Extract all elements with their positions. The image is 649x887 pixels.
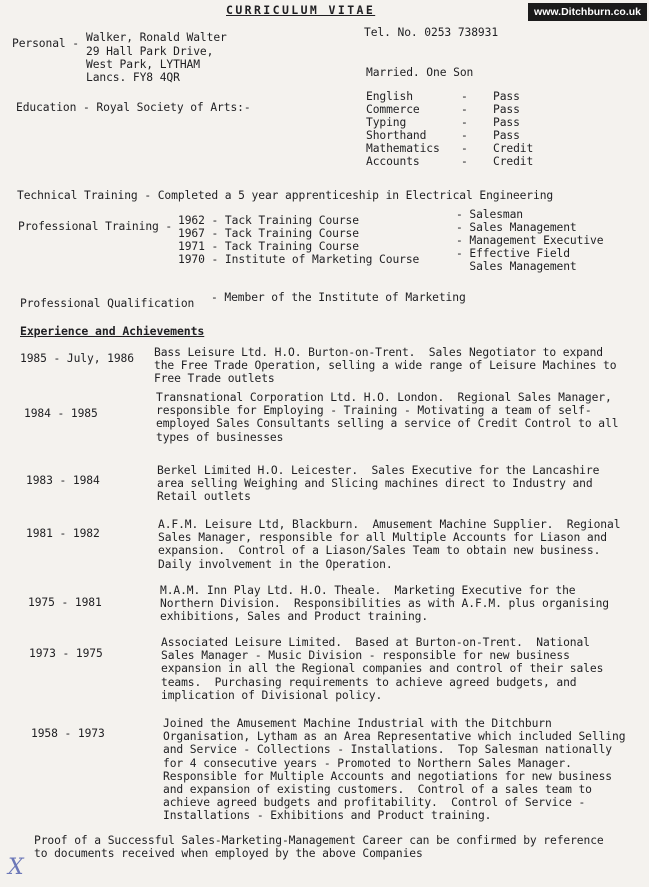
topic-item: - Management Executive [456, 234, 604, 247]
subject-row: English - Pass [366, 90, 520, 103]
course-row: 1962 - Tack Training Course [178, 214, 359, 227]
subject-row: Mathematics - Credit [366, 142, 534, 155]
experience-period: 1983 - 1984 [26, 474, 100, 487]
experience-description: Joined the Amusement Machine Industrial with the Ditchburn Organisation, Lytham as an Area Representative which included Selling and Service - Collections - Installations. Top Salesman nationally for 4 consecutive years - Promoted to Northern Sales Manager. Responsible for Multiple Accounts and negotiations for new business and expansion of existing customers. Control of a sales team to achieve agreed budgets and profitability. Control of Service - Installations - Exhibitions and Product training. [163, 717, 626, 823]
subject-row: Commerce - Pass [366, 103, 520, 116]
topic-item: - Salesman [456, 208, 524, 221]
qualification-label: Professional Qualification [20, 297, 195, 310]
topic-item: - Sales Management [456, 221, 577, 234]
subject-grade: Pass [493, 90, 520, 103]
closing-statement: Proof of a Successful Sales-Marketing-Management Career can be confirmed by reference to documents received when employed by the above Companies [34, 834, 604, 861]
course-year: 1971 [178, 240, 205, 253]
education-label: Education - Royal Society of Arts:- [16, 101, 251, 114]
experience-description: Bass Leisure Ltd. H.O. Burton-on-Trent. Sales Negotiator to expand the Free Trade Operation, selling a wide range of Leisure Machines to Free Trade outlets [154, 346, 617, 386]
margin-x-mark: X [8, 855, 24, 880]
course-name: Tack Training Course [224, 227, 359, 240]
address-line: West Park, LYTHAM [86, 58, 200, 71]
training-courses [178, 214, 419, 266]
subject-grade: Pass [493, 103, 520, 116]
subject-name: Commerce [366, 103, 420, 116]
course-year: 1967 [178, 227, 205, 240]
topic-item: Sales Management [456, 260, 577, 273]
experience-period: 1984 - 1985 [24, 407, 98, 420]
education-subjects [366, 90, 533, 168]
experience-description: Associated Leisure Limited. Based at Burton-on-Trent. National Sales Manager - Music Division - responsible for new business expansion in all the Regional companies and control of their sales teams. Purchasing requirements to achieve agreed budgets, and implication of Divisional policy. [161, 636, 604, 702]
personal-label: Personal - [12, 37, 80, 50]
course-row: 1971 - Tack Training Course [178, 240, 359, 253]
subject-grade: Credit [493, 142, 534, 155]
subject-name: English [366, 90, 413, 103]
subject-name: Typing [366, 116, 407, 129]
course-name: Tack Training Course [224, 240, 359, 253]
subject-name: Accounts [366, 155, 420, 168]
experience-period: 1973 - 1975 [29, 647, 103, 660]
subject-name: Shorthand [366, 129, 427, 142]
experience-description: Transnational Corporation Ltd. H.O. London. Regional Sales Manager, responsible for Employing - Training - Motivating a team of self- employed Sales Consultants selling a service of Credit Control to all types of businesses [156, 391, 619, 444]
course-name: Institute of Marketing Course [224, 253, 420, 266]
course-year: 1962 [178, 214, 205, 227]
document-title: CURRICULUM VITAE [226, 3, 376, 17]
course-name: Tack Training Course [224, 214, 359, 227]
subject-row: Typing - Pass [366, 116, 520, 129]
experience-period: 1958 - 1973 [31, 727, 105, 740]
subject-row: Accounts - Credit [366, 155, 534, 168]
professional-training-label: Professional Training - [18, 220, 173, 233]
technical-training: Technical Training - Completed a 5 year apprenticeship in Electrical Engineering [17, 189, 554, 202]
telephone: Tel. No. 0253 738931 [364, 26, 499, 39]
experience-period: 1981 - 1982 [26, 527, 100, 540]
experience-description: A.F.M. Leisure Ltd, Blackburn. Amusement Machine Supplier. Regional Sales Manager, responsible for all Multiple Accounts for Liason and expansion. Control of a Liason/Sales Team to obtain new business. Daily involvement in the Operation. [158, 518, 621, 571]
experience-description: Berkel Limited H.O. Leicester. Sales Executive for the Lancashire area selling Weighing and Slicing machines direct to Industry and Retail outlets [157, 464, 600, 504]
address-line: 29 Hall Park Drive, [86, 45, 214, 58]
subject-grade: Pass [493, 116, 520, 129]
marital-status: Married. One Son [366, 66, 474, 79]
watermark-badge: www.Ditchburn.co.uk [528, 3, 647, 21]
training-topics [456, 208, 603, 273]
subject-grade: Credit [493, 155, 534, 168]
experience-heading: Experience and Achievements [20, 324, 205, 338]
address-line: Walker, Ronald Walter [86, 31, 227, 44]
course-row: 1970 - Institute of Marketing Course [178, 253, 420, 266]
experience-period: 1975 - 1981 [28, 596, 102, 609]
topic-item: - Effective Field [456, 247, 570, 260]
course-year: 1970 [178, 253, 205, 266]
qualification-value: - Member of the Institute of Marketing [211, 291, 466, 304]
subject-row: Shorthand - Pass [366, 129, 520, 142]
subject-name: Mathematics [366, 142, 440, 155]
address-line: Lancs. FY8 4QR [86, 71, 180, 84]
experience-period: 1985 - July, 1986 [20, 352, 134, 365]
subject-grade: Pass [493, 129, 520, 142]
experience-description: M.A.M. Inn Play Ltd. H.O. Theale. Marketing Executive for the Northern Division. Responsibilities as with A.F.M. plus organising exhibitions, Sales and Product training. [160, 584, 609, 624]
course-row: 1967 - Tack Training Course [178, 227, 359, 240]
